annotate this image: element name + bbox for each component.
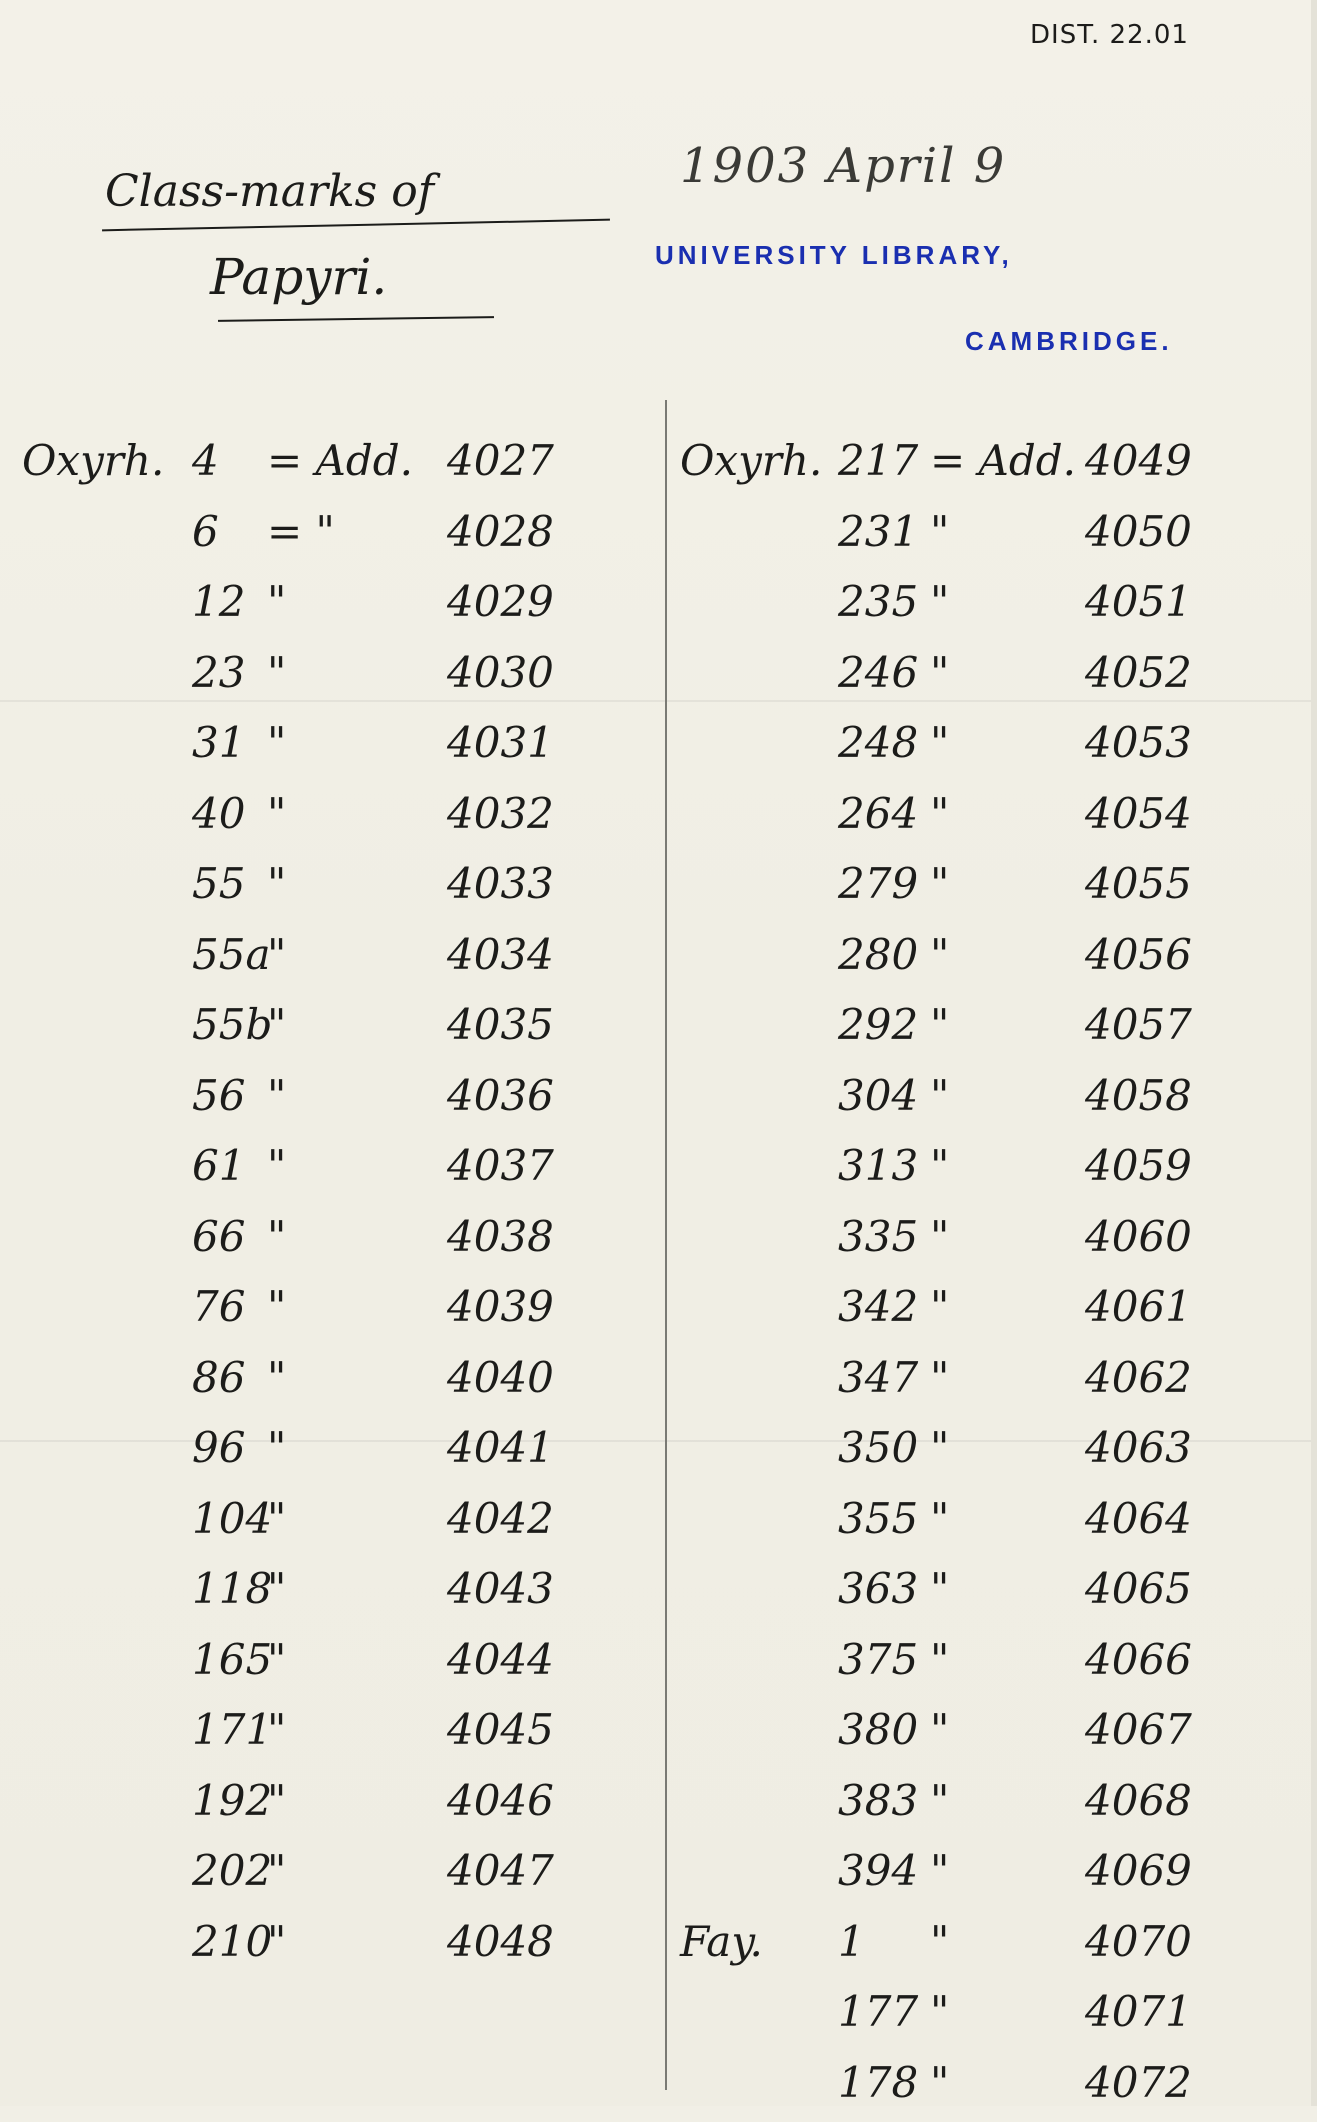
classmark-row bbox=[22, 929, 642, 994]
add-classmark: 4033 bbox=[447, 859, 554, 908]
add-classmark: 4064 bbox=[1085, 1493, 1192, 1543]
add-separator: = Add. bbox=[930, 436, 1076, 485]
papyrus-number: 264 bbox=[838, 788, 919, 838]
papyrus-number: 165 bbox=[192, 1634, 273, 1684]
classmark-row bbox=[680, 1987, 1290, 2051]
add-separator: " bbox=[267, 1775, 287, 1825]
add-classmark: 4051 bbox=[1085, 577, 1192, 626]
classmark-row bbox=[680, 506, 1290, 571]
classmark-row bbox=[680, 1282, 1290, 1346]
classmark-row bbox=[22, 1775, 642, 1840]
papyrus-number: 375 bbox=[838, 1634, 919, 1684]
papyrus-number: 1 bbox=[838, 1916, 865, 1966]
add-separator: " bbox=[930, 1705, 950, 1754]
classmark-row bbox=[680, 718, 1290, 782]
add-classmark: 4059 bbox=[1085, 1141, 1192, 1190]
classmark-row bbox=[680, 1352, 1290, 1417]
page-edge bbox=[1311, 0, 1317, 2106]
papyrus-number: 350 bbox=[838, 1423, 919, 1472]
add-classmark: 4053 bbox=[1085, 718, 1192, 767]
add-separator: " bbox=[930, 1775, 950, 1825]
add-classmark: 4069 bbox=[1085, 1846, 1192, 1895]
papyrus-number: 76 bbox=[192, 1282, 246, 1331]
add-separator: " bbox=[930, 1423, 950, 1472]
add-separator: " bbox=[930, 1493, 950, 1543]
add-classmark: 4046 bbox=[447, 1775, 554, 1825]
classmark-row bbox=[680, 1070, 1290, 1135]
letterhead-line-2: CAMBRIDGE. bbox=[965, 326, 1173, 356]
papyrus-number: 380 bbox=[838, 1705, 919, 1754]
add-classmark: 4058 bbox=[1085, 1070, 1192, 1120]
add-classmark: 4050 bbox=[1085, 506, 1192, 556]
column-divider bbox=[665, 400, 667, 2090]
classmark-row bbox=[680, 788, 1290, 853]
add-classmark: 4063 bbox=[1085, 1423, 1192, 1472]
add-separator: " bbox=[930, 718, 950, 767]
papyrus-number: 96 bbox=[192, 1423, 246, 1472]
add-classmark: 4029 bbox=[447, 577, 554, 626]
add-classmark: 4062 bbox=[1085, 1352, 1192, 1402]
add-separator: " bbox=[267, 1423, 287, 1472]
collection-prefix: Oxyrh. bbox=[22, 436, 165, 485]
classmark-row bbox=[22, 1705, 642, 1769]
add-classmark: 4035 bbox=[447, 1000, 554, 1049]
add-separator: " bbox=[930, 647, 950, 697]
papyrus-number: 292 bbox=[838, 1000, 919, 1049]
papyrus-number: 335 bbox=[838, 1211, 919, 1261]
classmark-row bbox=[22, 1493, 642, 1558]
papyrus-number: 12 bbox=[192, 577, 246, 626]
title-line-2: Papyri. bbox=[210, 248, 388, 306]
add-classmark: 4061 bbox=[1085, 1282, 1192, 1331]
papyrus-number: 202 bbox=[192, 1846, 273, 1895]
add-classmark: 4056 bbox=[1085, 929, 1192, 979]
papyrus-number: 61 bbox=[192, 1141, 246, 1190]
add-separator: " bbox=[267, 1493, 287, 1543]
classmark-row bbox=[680, 1705, 1290, 1769]
papyrus-number: 313 bbox=[838, 1141, 919, 1190]
add-classmark: 4040 bbox=[447, 1352, 554, 1402]
classmark-row bbox=[680, 1141, 1290, 1205]
add-separator: " bbox=[930, 1282, 950, 1331]
title-line-1: Class-marks of bbox=[105, 166, 434, 217]
add-separator: " bbox=[267, 1564, 287, 1613]
add-separator: " bbox=[930, 859, 950, 908]
papyrus-number: 231 bbox=[838, 506, 919, 556]
add-classmark: 4068 bbox=[1085, 1775, 1192, 1825]
classmark-row bbox=[680, 1775, 1290, 1840]
papyrus-number: 363 bbox=[838, 1564, 919, 1613]
papyrus-number: 279 bbox=[838, 859, 919, 908]
add-classmark: 4067 bbox=[1085, 1705, 1192, 1754]
add-classmark: 4043 bbox=[447, 1564, 554, 1613]
add-separator: " bbox=[930, 788, 950, 838]
papyrus-number: 178 bbox=[838, 2057, 919, 2107]
add-classmark: 4037 bbox=[447, 1141, 554, 1190]
papyrus-number: 66 bbox=[192, 1211, 246, 1261]
add-separator: " bbox=[267, 577, 287, 626]
reference-mark: DIST. 22.01 bbox=[1030, 20, 1189, 50]
add-separator: " bbox=[267, 1352, 287, 1402]
add-separator: " bbox=[930, 1070, 950, 1120]
classmark-row bbox=[22, 1423, 642, 1487]
add-classmark: 4066 bbox=[1085, 1634, 1192, 1684]
add-separator: " bbox=[930, 2057, 950, 2107]
papyrus-number: 177 bbox=[838, 1987, 919, 2036]
classmark-row bbox=[22, 1916, 642, 1981]
papyrus-number: 192 bbox=[192, 1775, 273, 1825]
papyrus-number: 4 bbox=[192, 436, 219, 485]
classmark-row bbox=[680, 2057, 1290, 2122]
classmark-row bbox=[680, 1634, 1290, 1699]
papyrus-number: 86 bbox=[192, 1352, 246, 1402]
add-classmark: 4045 bbox=[447, 1705, 554, 1754]
classmark-row bbox=[680, 1916, 1290, 1981]
papyrus-number: 31 bbox=[192, 718, 246, 767]
papyrus-number: 280 bbox=[838, 929, 919, 979]
classmark-row bbox=[680, 436, 1290, 500]
papyrus-number: 394 bbox=[838, 1846, 919, 1895]
add-classmark: 4071 bbox=[1085, 1987, 1192, 2036]
document-date: 1903 April 9 bbox=[680, 138, 1007, 194]
add-separator: " bbox=[267, 1000, 287, 1049]
add-classmark: 4070 bbox=[1085, 1916, 1192, 1966]
add-classmark: 4038 bbox=[447, 1211, 554, 1261]
add-classmark: 4055 bbox=[1085, 859, 1192, 908]
classmark-row bbox=[680, 1493, 1290, 1558]
add-separator: " bbox=[267, 1211, 287, 1261]
add-separator: " bbox=[267, 929, 287, 979]
add-separator: " bbox=[267, 1705, 287, 1754]
papyrus-number: 55 bbox=[192, 859, 246, 908]
add-classmark: 4054 bbox=[1085, 788, 1192, 838]
add-classmark: 4057 bbox=[1085, 1000, 1192, 1049]
collection-prefix: Oxyrh. bbox=[680, 436, 823, 485]
add-separator: " bbox=[267, 1282, 287, 1331]
add-separator: " bbox=[930, 1000, 950, 1049]
papyrus-number: 6 bbox=[192, 506, 219, 556]
title-underline bbox=[218, 316, 494, 322]
papyrus-number: 210 bbox=[192, 1916, 273, 1966]
add-separator: " bbox=[930, 1634, 950, 1684]
classmark-row bbox=[680, 647, 1290, 712]
add-classmark: 4030 bbox=[447, 647, 554, 697]
papyrus-number: 171 bbox=[192, 1705, 273, 1754]
add-classmark: 4031 bbox=[447, 718, 554, 767]
add-classmark: 4060 bbox=[1085, 1211, 1192, 1261]
add-classmark: 4042 bbox=[447, 1493, 554, 1543]
add-separator: " bbox=[930, 1141, 950, 1190]
add-classmark: 4034 bbox=[447, 929, 554, 979]
add-separator: = " bbox=[267, 506, 335, 556]
classmark-row bbox=[22, 1634, 642, 1699]
papyrus-number: 355 bbox=[838, 1493, 919, 1543]
classmark-row bbox=[22, 1846, 642, 1910]
add-classmark: 4028 bbox=[447, 506, 554, 556]
classmark-row bbox=[22, 1000, 642, 1064]
papyrus-number: 40 bbox=[192, 788, 246, 838]
papyrus-number: 235 bbox=[838, 577, 919, 626]
classmark-row bbox=[22, 1282, 642, 1346]
papyrus-number: 246 bbox=[838, 647, 919, 697]
classmark-row bbox=[680, 1000, 1290, 1064]
add-classmark: 4027 bbox=[447, 436, 554, 485]
add-separator: " bbox=[267, 647, 287, 697]
add-separator: " bbox=[930, 1846, 950, 1895]
add-classmark: 4048 bbox=[447, 1916, 554, 1966]
classmark-row bbox=[22, 1141, 642, 1205]
add-separator: " bbox=[930, 1352, 950, 1402]
classmark-row bbox=[22, 1070, 642, 1135]
add-separator: = Add. bbox=[267, 436, 413, 485]
add-separator: " bbox=[267, 788, 287, 838]
add-separator: " bbox=[267, 859, 287, 908]
classmark-row bbox=[22, 1352, 642, 1417]
classmark-row bbox=[22, 788, 642, 853]
add-separator: " bbox=[930, 1564, 950, 1613]
add-classmark: 4044 bbox=[447, 1634, 554, 1684]
classmark-row bbox=[22, 1564, 642, 1628]
add-classmark: 4041 bbox=[447, 1423, 554, 1472]
classmark-row bbox=[680, 929, 1290, 994]
papyrus-number: 383 bbox=[838, 1775, 919, 1825]
papyrus-number: 304 bbox=[838, 1070, 919, 1120]
add-separator: " bbox=[267, 1141, 287, 1190]
add-classmark: 4032 bbox=[447, 788, 554, 838]
papyrus-number: 248 bbox=[838, 718, 919, 767]
classmark-row bbox=[22, 647, 642, 712]
add-separator: " bbox=[930, 1211, 950, 1261]
add-separator: " bbox=[267, 1916, 287, 1966]
papyrus-number: 55a bbox=[192, 929, 271, 979]
classmark-row bbox=[680, 859, 1290, 923]
add-separator: " bbox=[267, 1070, 287, 1120]
add-classmark: 4065 bbox=[1085, 1564, 1192, 1613]
papyrus-number: 55b bbox=[192, 1000, 273, 1049]
letterhead-line-1: UNIVERSITY LIBRARY, bbox=[655, 240, 1013, 270]
classmark-row bbox=[680, 1846, 1290, 1910]
classmark-row bbox=[22, 436, 642, 500]
classmark-row bbox=[680, 577, 1290, 641]
add-separator: " bbox=[267, 1846, 287, 1895]
collection-prefix: Fay. bbox=[680, 1916, 763, 1966]
add-classmark: 4072 bbox=[1085, 2057, 1192, 2107]
add-separator: " bbox=[930, 1916, 950, 1966]
classmark-row bbox=[22, 506, 642, 571]
classmark-row bbox=[22, 859, 642, 923]
papyrus-number: 56 bbox=[192, 1070, 246, 1120]
classmark-row bbox=[680, 1211, 1290, 1276]
add-classmark: 4036 bbox=[447, 1070, 554, 1120]
papyrus-number: 217 bbox=[838, 436, 919, 485]
add-separator: " bbox=[267, 718, 287, 767]
classmark-row bbox=[22, 577, 642, 641]
classmark-row bbox=[680, 1423, 1290, 1487]
classmark-row bbox=[22, 1211, 642, 1276]
classmark-row bbox=[22, 718, 642, 782]
papyrus-number: 104 bbox=[192, 1493, 273, 1543]
papyrus-number: 342 bbox=[838, 1282, 919, 1331]
add-separator: " bbox=[267, 1634, 287, 1684]
add-separator: " bbox=[930, 1987, 950, 2036]
papyrus-number: 118 bbox=[192, 1564, 273, 1613]
add-separator: " bbox=[930, 929, 950, 979]
add-classmark: 4047 bbox=[447, 1846, 554, 1895]
add-classmark: 4039 bbox=[447, 1282, 554, 1331]
title-underline bbox=[102, 219, 610, 232]
add-separator: " bbox=[930, 506, 950, 556]
classmark-row bbox=[680, 1564, 1290, 1628]
add-classmark: 4052 bbox=[1085, 647, 1192, 697]
add-separator: " bbox=[930, 577, 950, 626]
papyrus-number: 23 bbox=[192, 647, 246, 697]
papyrus-number: 347 bbox=[838, 1352, 919, 1402]
add-classmark: 4049 bbox=[1085, 436, 1192, 485]
